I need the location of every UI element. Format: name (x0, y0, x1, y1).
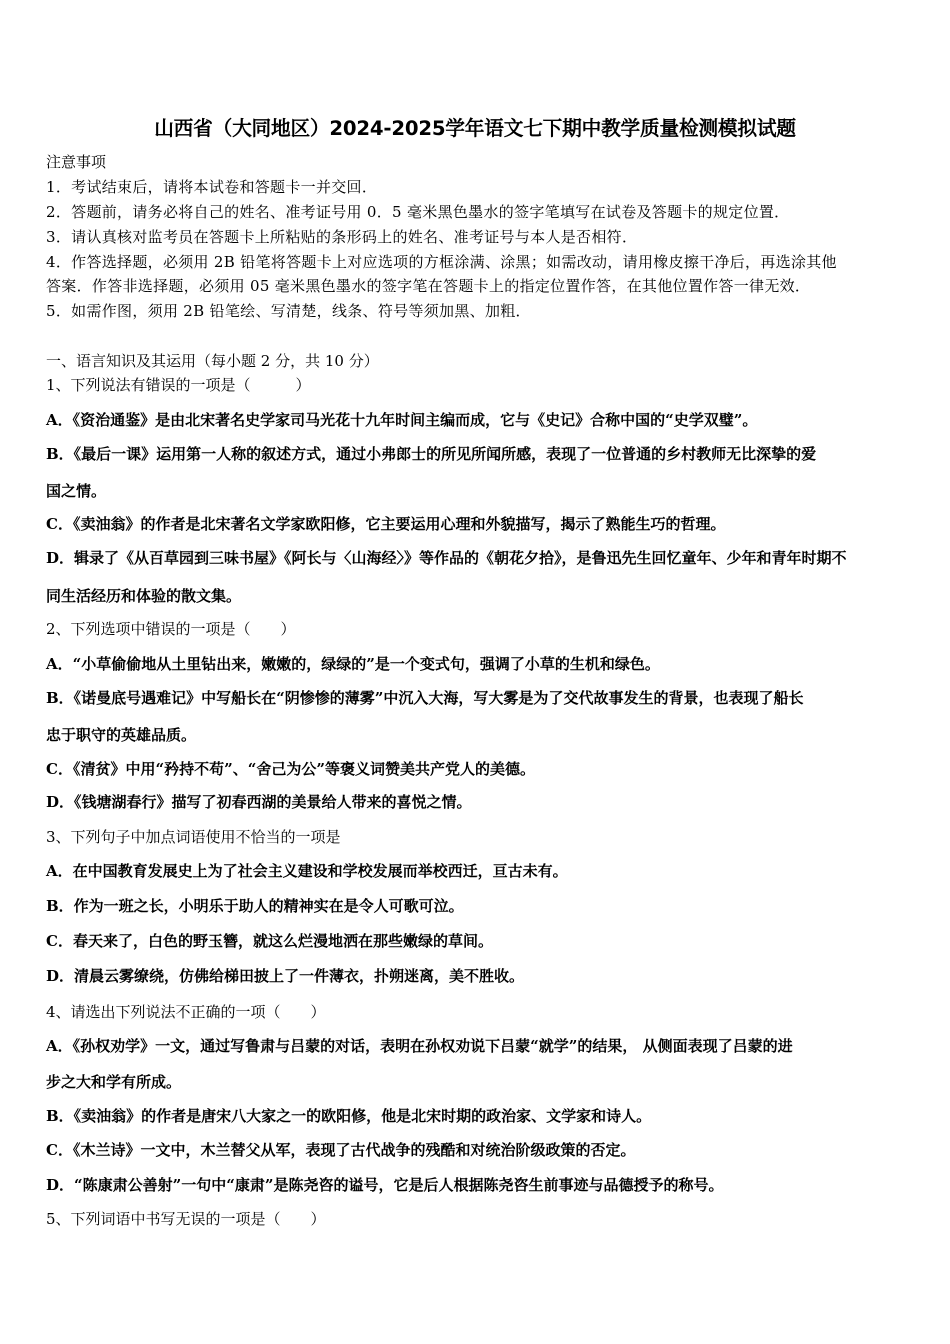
question-option: D．《钱塘湖春行》描写了初春西湖的美景给人带来的喜悦之情。 (46, 793, 472, 811)
question-option: D．辑录了《从百草园到三味书屋》《阿长与〈山海经〉》等作品的《朝花夕拾》，是鲁迅先生回忆童年、少年和青年时期不 (46, 549, 847, 567)
question-stem: 5、下列词语中书写无误的一项是（ ） (46, 1210, 326, 1228)
question-option: B．《最后一课》运用第一人称的叙述方式，通过小弗郎士的所见所闻所感，表现了一位普通的乡村教师无比深挚的爱 (46, 445, 817, 463)
question-option: D．清晨云雾缭绕，仿佛给梯田披上了一件薄衣，扑朔迷离，美不胜收。 (46, 967, 525, 985)
question-stem: 1、下列说法有错误的一项是（ ） (46, 376, 311, 394)
question-option: D．“陈康肃公善射”一句中“康肃”是陈尧咨的谥号，它是后人根据陈尧咨生前事迹与品德授予的称号。 (46, 1176, 724, 1194)
section-heading: 一、语言知识及其运用（每小题 2 分，共 10 分） (46, 352, 379, 370)
notice-heading: 注意事项 (46, 153, 107, 171)
question-stem: 4、请选出下列说法不正确的一项（ ） (46, 1003, 326, 1021)
question-option: C．《清贫》中用“矜持不苟”、“舍己为公”等褒义词赞美共产党人的美德。 (46, 760, 535, 778)
question-option: A．在中国教育发展史上为了社会主义建设和学校发展而举校西迁，亘古未有。 (46, 862, 568, 880)
question-option: B．作为一班之长，小明乐于助人的精神实在是令人可歌可泣。 (46, 897, 464, 915)
question-option: C．春天来了，白色的野玉簪，就这么烂漫地洒在那些嫩绿的草间。 (46, 932, 493, 950)
question-option: 国之情。 (46, 482, 107, 500)
question-option: A．“小草偷偷地从土里钻出来，嫩嫩的，绿绿的”是一个变式句，强调了小草的生机和绿色。 (46, 655, 660, 673)
question-option: 同生活经历和体验的散文集。 (46, 587, 242, 605)
question-option: A．《资治通鉴》是由北宋著名史学家司马光花十九年时间主编而成，它与《史记》合称中国的“史学双璧”。 (46, 411, 758, 429)
question-option: B．《诺曼底号遇难记》中写船长在“阴惨惨的薄雾”中沉入大海，写大雾是为了交代故事发生的背景，也表现了船长 (46, 689, 804, 707)
question-option: C．《卖油翁》的作者是北宋著名文学家欧阳修，它主要运用心理和外貌描写，揭示了熟能生巧的哲理。 (46, 515, 726, 533)
question-option: 步之大和学有所成。 (46, 1073, 182, 1091)
notice-item: 3．请认真核对监考员在答题卡上所粘贴的条形码上的姓名、准考证号与本人是否相符． (46, 228, 638, 246)
notice-item: 4．作答选择题，必须用 2B 铅笔将答题卡上对应选项的方框涂满、涂黑；如需改动，请用橡皮擦干净后，再选涂其他 (46, 253, 837, 271)
question-stem: 2、下列选项中错误的一项是（ ） (46, 620, 296, 638)
question-stem: 3、下列句子中加点词语使用不恰当的一项是 (46, 828, 341, 846)
notice-item: 答案．作答非选择题，必须用 05 毫米黑色墨水的签字笔在答题卡上的指定位置作答，在其他位置作答一律无效． (46, 277, 811, 295)
notice-item: 5．如需作图，须用 2B 铅笔绘、写清楚，线条、符号等须加黑、加粗． (46, 302, 531, 320)
question-option: A．《孙权劝学》一文，通过写鲁肃与吕蒙的对话，表明在孙权劝说下吕蒙“就学”的结果， 从侧面表现了吕蒙的进 (46, 1037, 793, 1055)
question-option: C．《木兰诗》一文中，木兰替父从军，表现了古代战争的残酷和对统治阶级政策的否定。 (46, 1141, 636, 1159)
question-option: B．《卖油翁》的作者是唐宋八大家之一的欧阳修，他是北宋时期的政治家、文学家和诗人。 (46, 1107, 652, 1125)
notice-item: 2．答题前，请务必将自己的姓名、准考证号用 0．5 毫米黑色墨水的签字笔填写在试卷及答题卡的规定位置． (46, 203, 790, 221)
page-title: 山西省（大同地区）2024-2025学年语文七下期中教学质量检测模拟试题 (154, 117, 796, 140)
question-option: 忠于职守的英雄品质。 (46, 726, 197, 744)
notice-item: 1．考试结束后，请将本试卷和答题卡一并交回． (46, 178, 378, 196)
